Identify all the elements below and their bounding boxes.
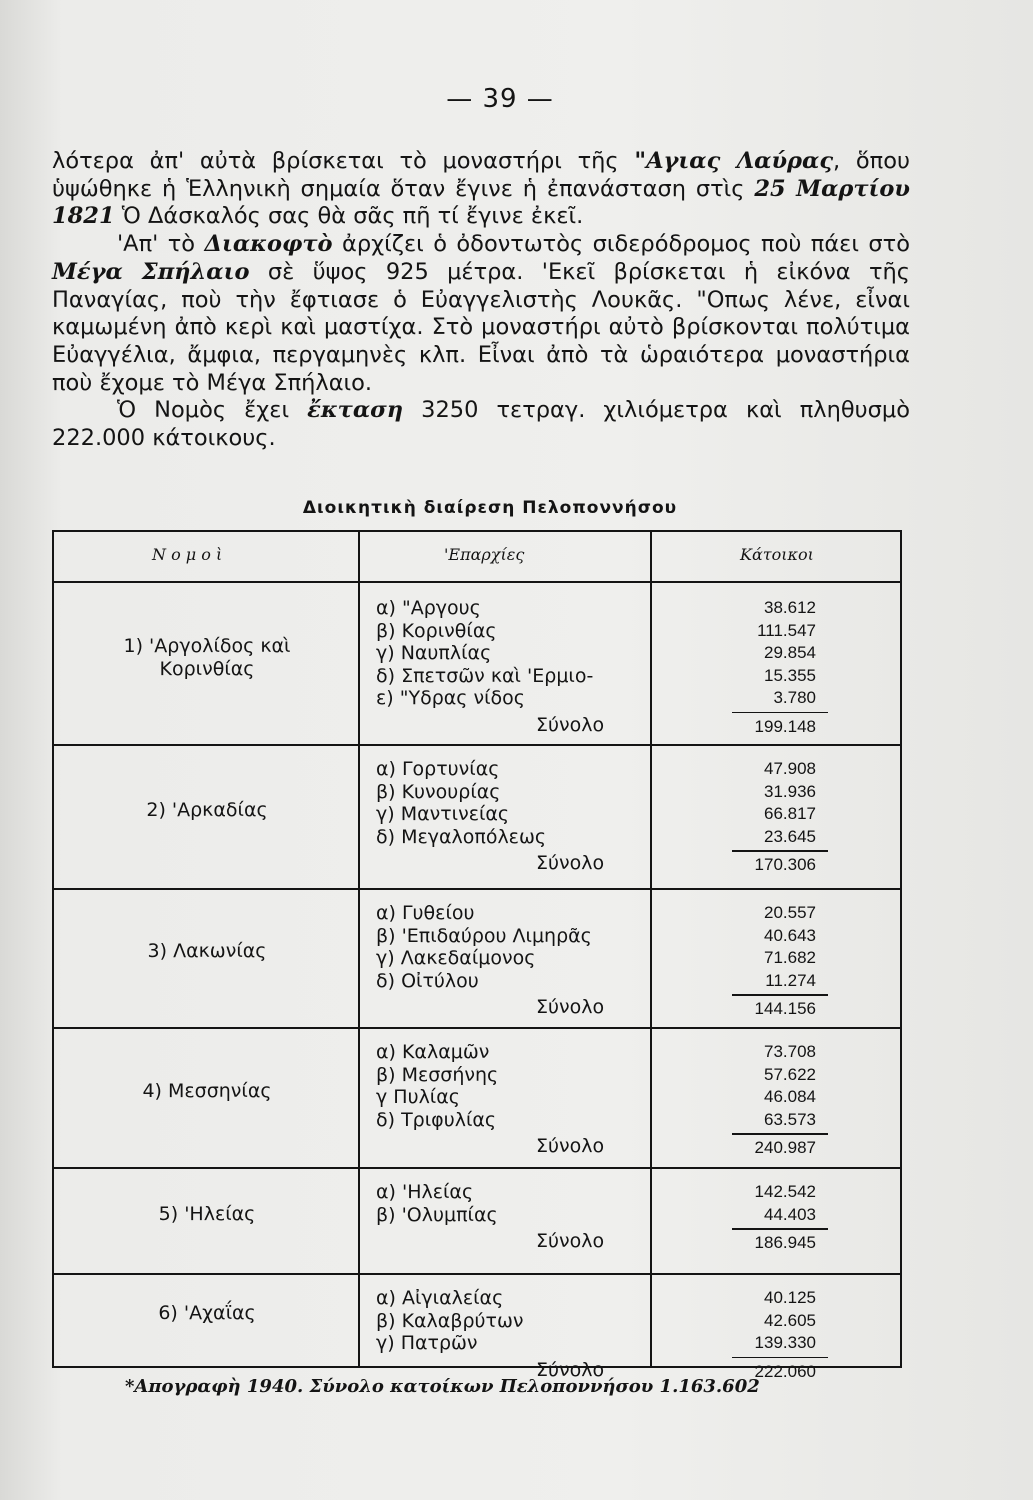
prefecture-name: 2) 'Αρκαδίας [146,798,268,821]
sum-rule [732,994,828,996]
total-label: Σύνολο [536,1358,605,1381]
population-value: 63.573 [764,1109,816,1129]
total-label: Σύνολο [536,996,605,1018]
eparchy-name: α) Γορτυνίας [376,758,500,780]
population-value: 47.908 [764,759,816,778]
group-separator [52,1027,902,1029]
total-label: Σύνολο [536,1135,605,1157]
total-value: 144.156 [754,999,816,1018]
population-value: 40.125 [764,1288,816,1307]
population-value: 46.084 [764,1087,816,1106]
population-value: 71.682 [764,948,816,967]
eparchy-name: β) Μεσσήνης [376,1063,499,1086]
prefecture-name: 3) Λακωνίας [147,940,267,962]
population-value: 142.542 [754,1182,816,1201]
eparchy-name: δ) Μεγαλοπόλεως [376,825,547,848]
total-value: 222.060 [754,1361,816,1381]
population-value: 31.936 [764,781,816,801]
header-katoikoi: Κάτοικοι [740,545,814,564]
total-value: 240.987 [754,1138,816,1157]
population-value: 57.622 [764,1064,816,1084]
total-label: Σύνολο [536,1230,605,1252]
census-footnote: *Απογραφὴ 1940. Σύνολο κατοίκων Πελοποννήσου 1.163.602 [125,1376,760,1397]
table-title: Διοικητικὴ διαίρεση Πελοποννήσου [302,498,678,518]
paragraph-text: Ὁ Νομὸς ἔχει [117,397,308,424]
paragraph-text: σὲ ὕψος 925 μέτρα. 'Εκεῖ βρίσκεται ἡ εἰκόνα τῆς Παναγίας, ποὺ τὴν ἔφτιασε ὁ Εὐαγγελιστὴς Λουκᾶς. "Οπως λένε, εἶναι καμωμένη ἀπὸ κερὶ καὶ μαστίχα. Στὸ μοναστήρι αὐτὸ βρίσκονται πολύτιμα Εὐαγγέλια, ἄμφια, περγαμηνὲς κλπ. Εἶναι ἀπὸ τὰ ὡραιότερα μοναστήρια ποὺ ἔχομε τὸ Μέγα Σπήλαιο. [52,258,911,396]
eparchy-name: δ) Τριφυλίας [376,1108,497,1131]
paragraph [52,148,910,231]
eparchy-name: ε) "Υδρας νίδος [376,687,525,709]
total-value: 186.945 [754,1233,816,1252]
paragraph-text: 3250 τετραγ. χιλιόμετρα καὶ πληθυσμὸ 222.000 κάτοικους. [52,397,910,452]
eparchy-name: γ) Πατρῶν [376,1332,478,1354]
population-value: 20.557 [764,903,816,922]
paragraph [52,397,910,452]
total-label: Σύνολο [536,852,605,874]
eparchy-name: α) Καλαμῶν [376,1041,490,1063]
population-value: 23.645 [764,826,816,846]
total-value: 199.148 [754,716,816,736]
population-value: 3.780 [773,688,816,707]
page-number: — 39 — [446,84,554,114]
table-right-border [900,530,902,1368]
population-value: 29.854 [764,643,816,662]
eparchy-name: β) Κυνουρίας [376,780,501,803]
prefecture-name: 1) 'Αργολίδος καὶ Κορινθίας [123,634,291,680]
eparchy-name: α) Αἰγιαλείας [376,1287,504,1309]
eparchy-name: β) Κορινθίας [376,619,497,642]
eparchy-name: δ) Οἰτύλου [376,969,479,992]
header-eparchies: 'Επαρχίες [444,545,525,564]
population-value: 40.643 [764,925,816,945]
sum-rule [732,712,828,714]
table-left-border [52,530,54,1368]
paragraph-text: λότερα ἀπ' αὐτὰ βρίσκεται τὸ μοναστήρι τῆς [52,148,635,174]
emphasis-text: ἔκταση [307,397,404,424]
eparchy-name: γ) Λακεδαίμονος [376,947,536,969]
eparchy-name: α) Γυθείου [376,902,475,924]
header-nomoi: Ν ο μ ο ὶ [152,545,223,564]
population-value: 38.612 [764,598,816,617]
eparchy-name: γ Πυλίας [376,1086,460,1108]
header-bottom-rule [52,581,902,583]
eparchy-name: β) 'Ολυμπίας [376,1203,498,1226]
total-label: Σύνολο [536,713,605,736]
column-divider-2 [650,530,652,1368]
population-value: 11.274 [765,970,816,990]
sum-rule [732,1228,828,1230]
total-value: 170.306 [754,855,816,874]
sum-rule [732,850,828,852]
paragraph-text: , ὅπου ὑψώθηκε ἡ Ἑλληνικὴ σημαία ὅταν ἔγινε ἡ ἐπανάσταση στὶς [52,148,910,202]
population-value: 73.708 [764,1042,816,1061]
eparchy-name: α) 'Ηλείας [376,1181,474,1203]
group-separator [52,744,902,746]
group-separator [52,1273,902,1275]
eparchy-name: γ) Μαντινείας [376,803,510,825]
eparchy-name: β) 'Επιδαύρου Λιμηρᾶς [376,924,592,947]
emphasis-text: Μέγα Σπήλαιο [52,258,250,285]
population-value: 66.817 [764,804,816,823]
population-table [52,530,902,1381]
sum-rule [732,1357,828,1359]
column-divider-1 [358,530,360,1368]
prefecture-name: 5) 'Ηλείας [158,1202,256,1225]
group-separator [52,888,902,890]
population-value: 15.355 [764,665,816,685]
paragraph-text: Ὁ Δάσκαλός σας θὰ σᾶς πῆ τί ἔγινε ἐκεῖ. [114,203,584,230]
paragraph-text: 'Απ' τὸ [117,231,205,258]
group-separator [52,1167,902,1169]
emphasis-text: 25 Μαρτίου 1821 [52,175,911,230]
population-value: 111.547 [757,620,816,640]
population-value: 42.605 [764,1310,816,1330]
table-top-rule [52,530,902,532]
emphasis-text: "Αγιας Λαύρας [634,148,834,174]
body-text [52,148,910,453]
sum-rule [732,1133,828,1135]
population-value: 139.330 [754,1333,816,1352]
paragraph-text: ἀρχίζει ὁ ὀδοντωτὸς σιδερόδρομος ποὺ πάει στὸ [332,231,910,258]
emphasis-text: Διακοφτὸ [204,231,333,258]
prefecture-name: 4) Μεσσηνίας [142,1079,272,1102]
paragraph [52,231,910,397]
eparchy-name: δ) Σπετσῶν καὶ 'Ερμιο- [376,664,594,687]
eparchy-name: α) "Αργους [376,597,481,619]
eparchy-name: γ) Ναυπλίας [376,642,492,664]
prefecture-name: 6) 'Αχαΐας [158,1302,256,1324]
eparchy-name: β) Καλαβρύτων [376,1309,524,1332]
population-value: 44.403 [764,1204,816,1224]
